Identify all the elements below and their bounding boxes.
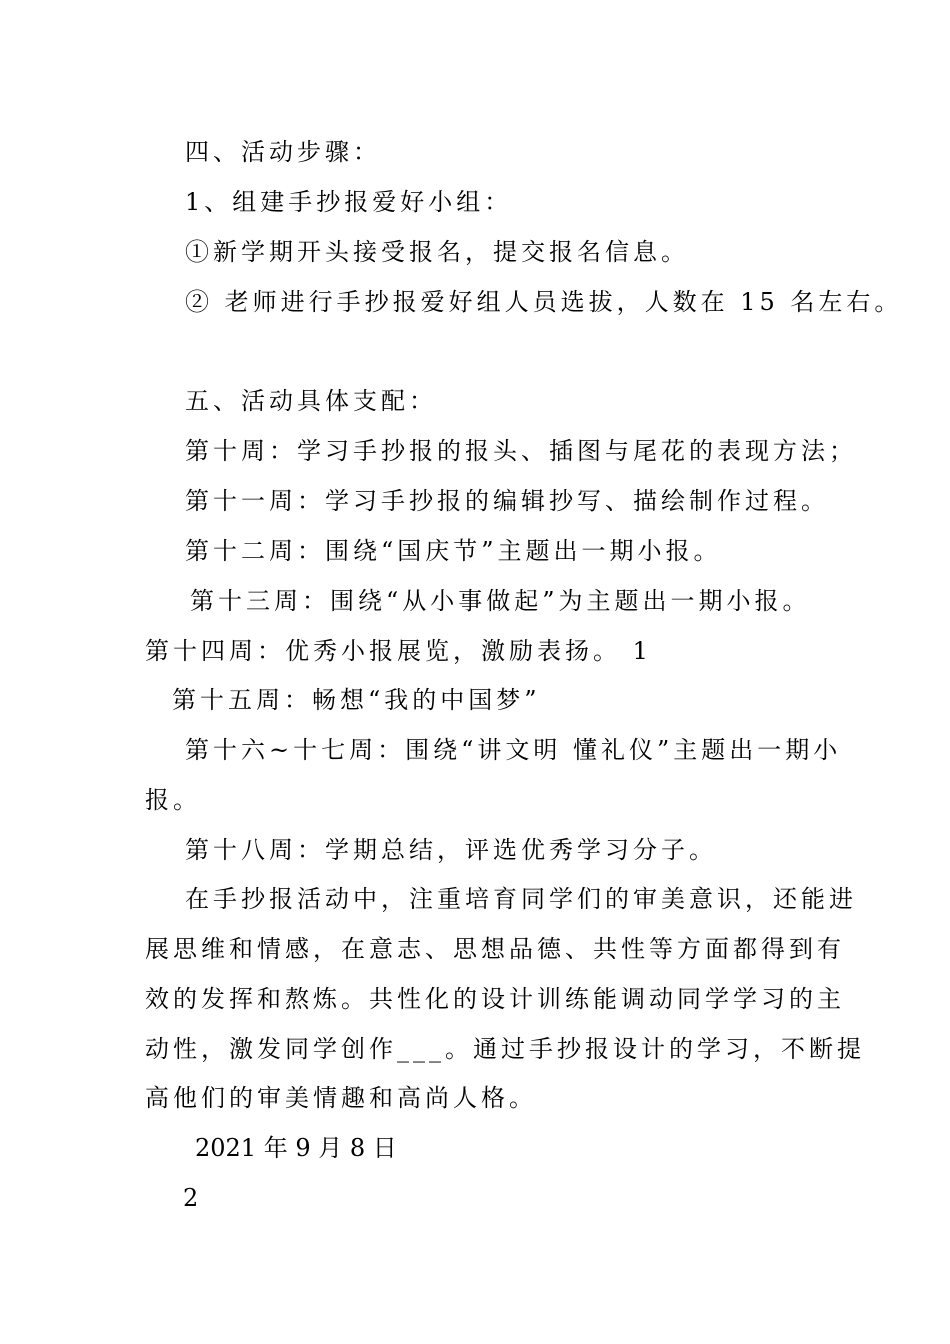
schedule-week-16-17: 第十六~十七周：围绕“讲文明 懂礼仪”主题出一期小 — [185, 736, 842, 764]
schedule-week-16-17-continued: 报。 — [145, 786, 201, 814]
schedule-week-18: 第十八周：学期总结，评选优秀学习分子。 — [185, 836, 717, 864]
step-1-item-a: ①新学期开头接受报名，提交报名信息。 — [185, 238, 689, 266]
summary-line-1: 在手抄报活动中，注重培育同学们的审美意识，还能进 — [185, 885, 857, 913]
summary-line-2: 展思维和情感，在意志、思想品德、共性等方面都得到有 — [145, 935, 845, 963]
summary-line-4: 动性，激发同学创作___。通过手抄报设计的学习，不断提 — [145, 1035, 865, 1063]
schedule-week-12: 第十二周：围绕“国庆节”主题出一期小报。 — [185, 537, 722, 565]
step-1-title: 1、组建手抄报爱好小组： — [185, 188, 513, 216]
page-number: 2 — [183, 1184, 199, 1212]
step-1-item-b: ② 老师进行手抄报爱好组人员选拔，人数在 15 名左右。 — [185, 288, 903, 316]
document-date: 2021 年 9 月 8 日 — [195, 1134, 397, 1162]
section-4-heading: 四、活动步骤： — [185, 138, 381, 166]
schedule-week-14: 第十四周：优秀小报展览，激励表扬。 1 — [145, 637, 652, 665]
schedule-week-15: 第十五周：畅想“我的中国梦” — [172, 686, 541, 714]
schedule-week-13: 第十三周：围绕“从小事做起”为主题出一期小报。 — [190, 587, 811, 615]
schedule-week-10: 第十周：学习手抄报的报头、插图与尾花的表现方法； — [185, 437, 857, 465]
section-5-heading: 五、活动具体支配： — [185, 387, 437, 415]
schedule-week-11: 第十一周：学习手抄报的编辑抄写、描绘制作过程。 — [185, 487, 829, 515]
summary-line-5: 高他们的审美情趣和高尚人格。 — [145, 1084, 537, 1112]
summary-line-3: 效的发挥和熬炼。共性化的设计训练能调动同学学习的主 — [145, 985, 845, 1013]
